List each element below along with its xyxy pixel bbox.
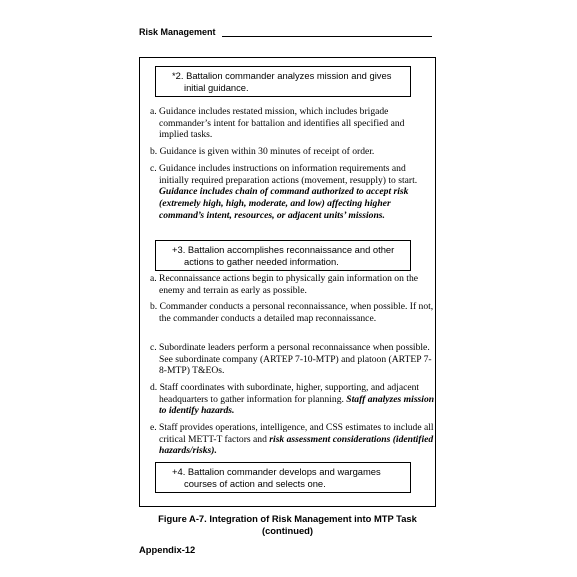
step-2-line2: initial guidance.: [184, 81, 249, 93]
step-3-para-e: e. Staff provides operations, intelligence, and CSS estimates to include all critical METT-T factors and risk assessment considerations (identified hazards/risks).: [150, 422, 434, 457]
running-head: Risk Management: [139, 27, 216, 37]
step-box-3: [155, 240, 411, 271]
figure-caption-line1: Figure A-7. Integration of Risk Management into MTP Task: [158, 513, 417, 524]
step-4-line1: +4. Battalion commander develops and wargames: [172, 466, 381, 477]
step-3-para-a: a. Reconnaissance actions begin to physically gain information on the enemy and terrain as early as possible.: [150, 273, 419, 296]
step-4-line2: courses of action and selects one.: [184, 477, 326, 489]
step-3-line1: +3. Battalion accomplishes reconnaissance and other: [172, 244, 395, 255]
step-3-para-d: d. Staff coordinates with subordinate, higher, supporting, and adjacent headquarters to gather information for planning. Staff analyzes mission to identify hazards.: [150, 382, 435, 417]
step-2-para-c: c. Guidance includes instructions on information requirements and initially required preparation actions (movement, resupply) to start. Guidance includes chain of command authorized to accept risk (extremely high, high, moderate, and low) affecting higher command’s intent, resources, or adjacent units’ missions.: [150, 163, 418, 221]
step-box-4: [155, 462, 411, 493]
step-2-para-a: a. Guidance includes restated mission, which includes brigade commander’s intent for battalion and identifies all specified and implied tasks.: [150, 106, 405, 141]
figure-caption: [139, 513, 436, 536]
step-3-para-b: b. Commander conducts a personal reconnaissance, when possible. If not, the commander conducts a detailed map reconnaissance.: [150, 301, 434, 324]
step-2-para-b: b. Guidance is given within 30 minutes of receipt of order.: [150, 146, 375, 157]
header-rule: [222, 36, 432, 37]
figure-caption-line2: (continued): [261, 524, 314, 536]
step-box-2: [155, 66, 411, 97]
step-3-line2: actions to gather needed information.: [184, 255, 339, 267]
page-footer: Appendix-12: [139, 544, 196, 555]
step-2-line1: *2. Battalion commander analyzes mission and gives: [172, 70, 392, 81]
step-3-para-c: c. Subordinate leaders perform a personal reconnaissance when possible. See subordinate company (ARTEP 7-10-MTP) and platoon (ARTEP 7-8-MTP) T&EOs.: [150, 342, 432, 377]
